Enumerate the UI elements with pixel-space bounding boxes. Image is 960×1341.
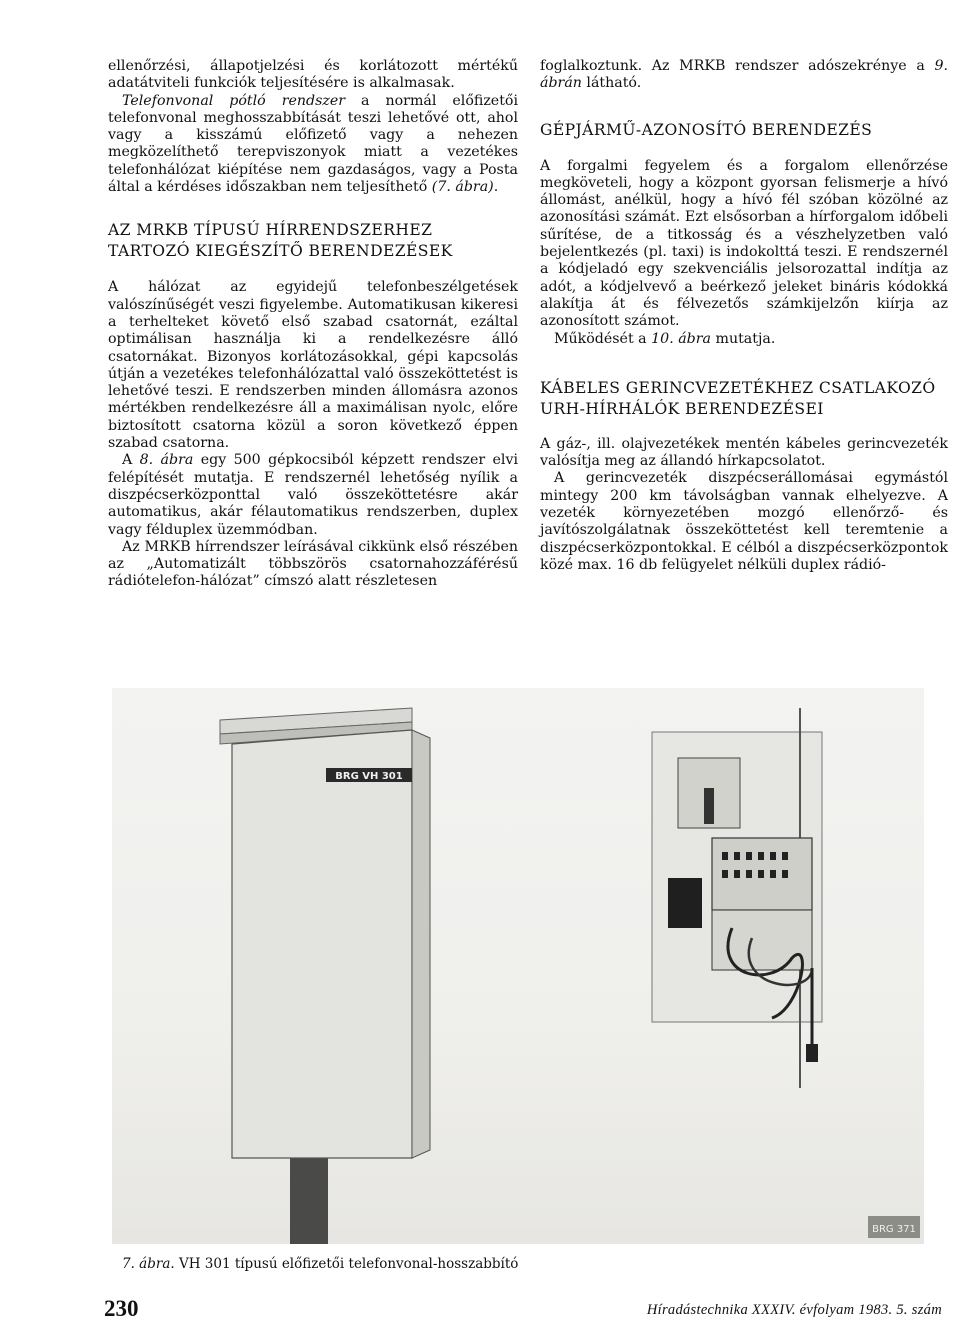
figure-caption [122, 1256, 518, 1272]
paragraph-end: mutatja. [711, 330, 776, 347]
term: Telefonvonal pótló rendszer [122, 92, 346, 109]
corner-stamp-label: BRG 371 [872, 1224, 916, 1235]
plug [806, 1044, 818, 1062]
section-heading: AZ MRKB TÍPUSÚ HÍRRENDSZERHEZ TARTOZÓ KIEGÉSZÍTŐ BERENDEZÉSEK [108, 221, 453, 261]
paragraph: A hálózat az egyidejű telefonbeszélgetések valószínűségét veszi figyelembe. Automatikusan kikeresi a terhelteket követő első szabad csatornát, ezáltal optimálisan használja ki a rendelkezésre álló csatornákat. Bizonyos korlátozásokkal, gépi kapcsolás útján a vezetékes telefonhálózattal való összeköttetést is lehetővé teszi. E rendszerben minden állomásra azonos mértékben rendelkezésre áll a maximálisan nyolc, előre biztosított csatorna közül a soron következő éppen szabad csatorna. [108, 279, 518, 452]
caption-figure-number: 7. ábra. [122, 1256, 175, 1272]
paragraph-text: a normál előfizetői telefonvonal meghosszabbítását teszi lehetővé ott, ahol vagy a kisszámú előfizető vagy a nehezen megközelíthető terepviszonyok miatt a vezetékes telefonhálózat kiépítése nem gazdaságos, vagy a Posta által a kérdéses időszakban nem teljesíthető [108, 92, 518, 196]
cabinet-body [232, 730, 412, 1158]
paragraph [108, 452, 518, 538]
section-heading: KÁBELES GERINCVEZETÉKHEZ CSATLAKOZÓ URH-HÍRHÁLÓK BERENDEZÉSEI [540, 378, 936, 418]
paragraph-text: Működését a [554, 330, 652, 347]
paragraph-end: . [493, 179, 499, 196]
cabinet-side [412, 730, 430, 1158]
left-column [108, 58, 518, 591]
paragraph [540, 331, 948, 348]
figure-reference: 8. ábra [139, 452, 194, 469]
section-heading: GÉPJÁRMŰ-AZONOSÍTÓ BERENDEZÉS [540, 120, 873, 139]
figure-reference: 9. ábrán [540, 58, 948, 92]
figure-photo [112, 688, 924, 1244]
paragraph-end: látható. [581, 75, 642, 92]
paragraph-text: foglalkoztunk. Az MRKB rendszer adószekrénye a [540, 58, 935, 74]
paragraph: A gerincvezeték diszpécserállomásai egymástól mintegy 200 km távolságban vannak elhelyezve. A vezeték környezetében mozgó ellenőrző- és javítószolgálatnak összeköttetést kell teremtenie a diszpécserközpontokkal. E célból a diszpécserközpontok közé max. 16 db felügyelet nélküli duplex rádió- [540, 470, 948, 573]
paragraph-text: egy 500 gépkocsiból képzett rendszer elvi felépítését mutatja. E rendszernél lehetőség nyílik a diszpécserközponttal való összeköttetésre akár automatikus, akár félautomatikus rendszerben, duplex vagy félduplex üzemmódban. [108, 452, 519, 538]
equipment-photo [112, 688, 924, 1244]
figure-reference: 10. ábra [651, 330, 711, 347]
paragraph [540, 58, 948, 93]
support-pole [290, 1158, 328, 1244]
caption-text: VH 301 típusú előfizetői telefonvonal-hosszabbító [174, 1256, 519, 1272]
figure-reference: (7. ábra) [431, 179, 494, 196]
journal-footer: Híradástechnika XXXIV. évfolyam 1983. 5. szám [646, 1302, 942, 1318]
paragraph-text: A [122, 452, 140, 469]
paragraph: ellenőrzési, állapotjelzési és korlátozott mértékű adatátviteli funkciók teljesítésére is alkalmasak. [108, 58, 518, 92]
paragraph [108, 93, 518, 197]
right-column [540, 58, 948, 574]
paragraph: Az MRKB hírrendszer leírásával cikkünk első részében az „Automatizált többszörös csatornahozzáférésű rádiótelefon-hálózat” címszó alatt részletesen [108, 538, 518, 590]
page-number: 230 [104, 1296, 139, 1321]
power-unit-module [704, 788, 714, 824]
cabinet-label: BRG VH 301 [335, 771, 403, 782]
paragraph: A gáz-, ill. olajvezetékek mentén kábeles gerincvezeték valósítja meg az állandó hírkapcsolatot. [540, 435, 948, 470]
paragraph: A forgalmi fegyelem és a forgalom ellenőrzése megköveteli, hogy a központ gyorsan felismerje a hívó állomást, anélkül, hogy a hívó fél szóban közölné az azonosítási számát. Ezt elsősorban a hírforgalom időbeli sűrítése, de a titkosság és a vészhelyzetben való bejelentkezés (pl. taxi) is indokolttá teszi. E rendszernél a kódjeladó egy szekvenciális jelsorozattal indítja az adót, a kódjelvevő a beérkező jeleket bináris kódokká alakítja át és félvezetős számkijelzőn kiírja az azonosított számot. [540, 157, 948, 330]
handset [668, 878, 702, 928]
